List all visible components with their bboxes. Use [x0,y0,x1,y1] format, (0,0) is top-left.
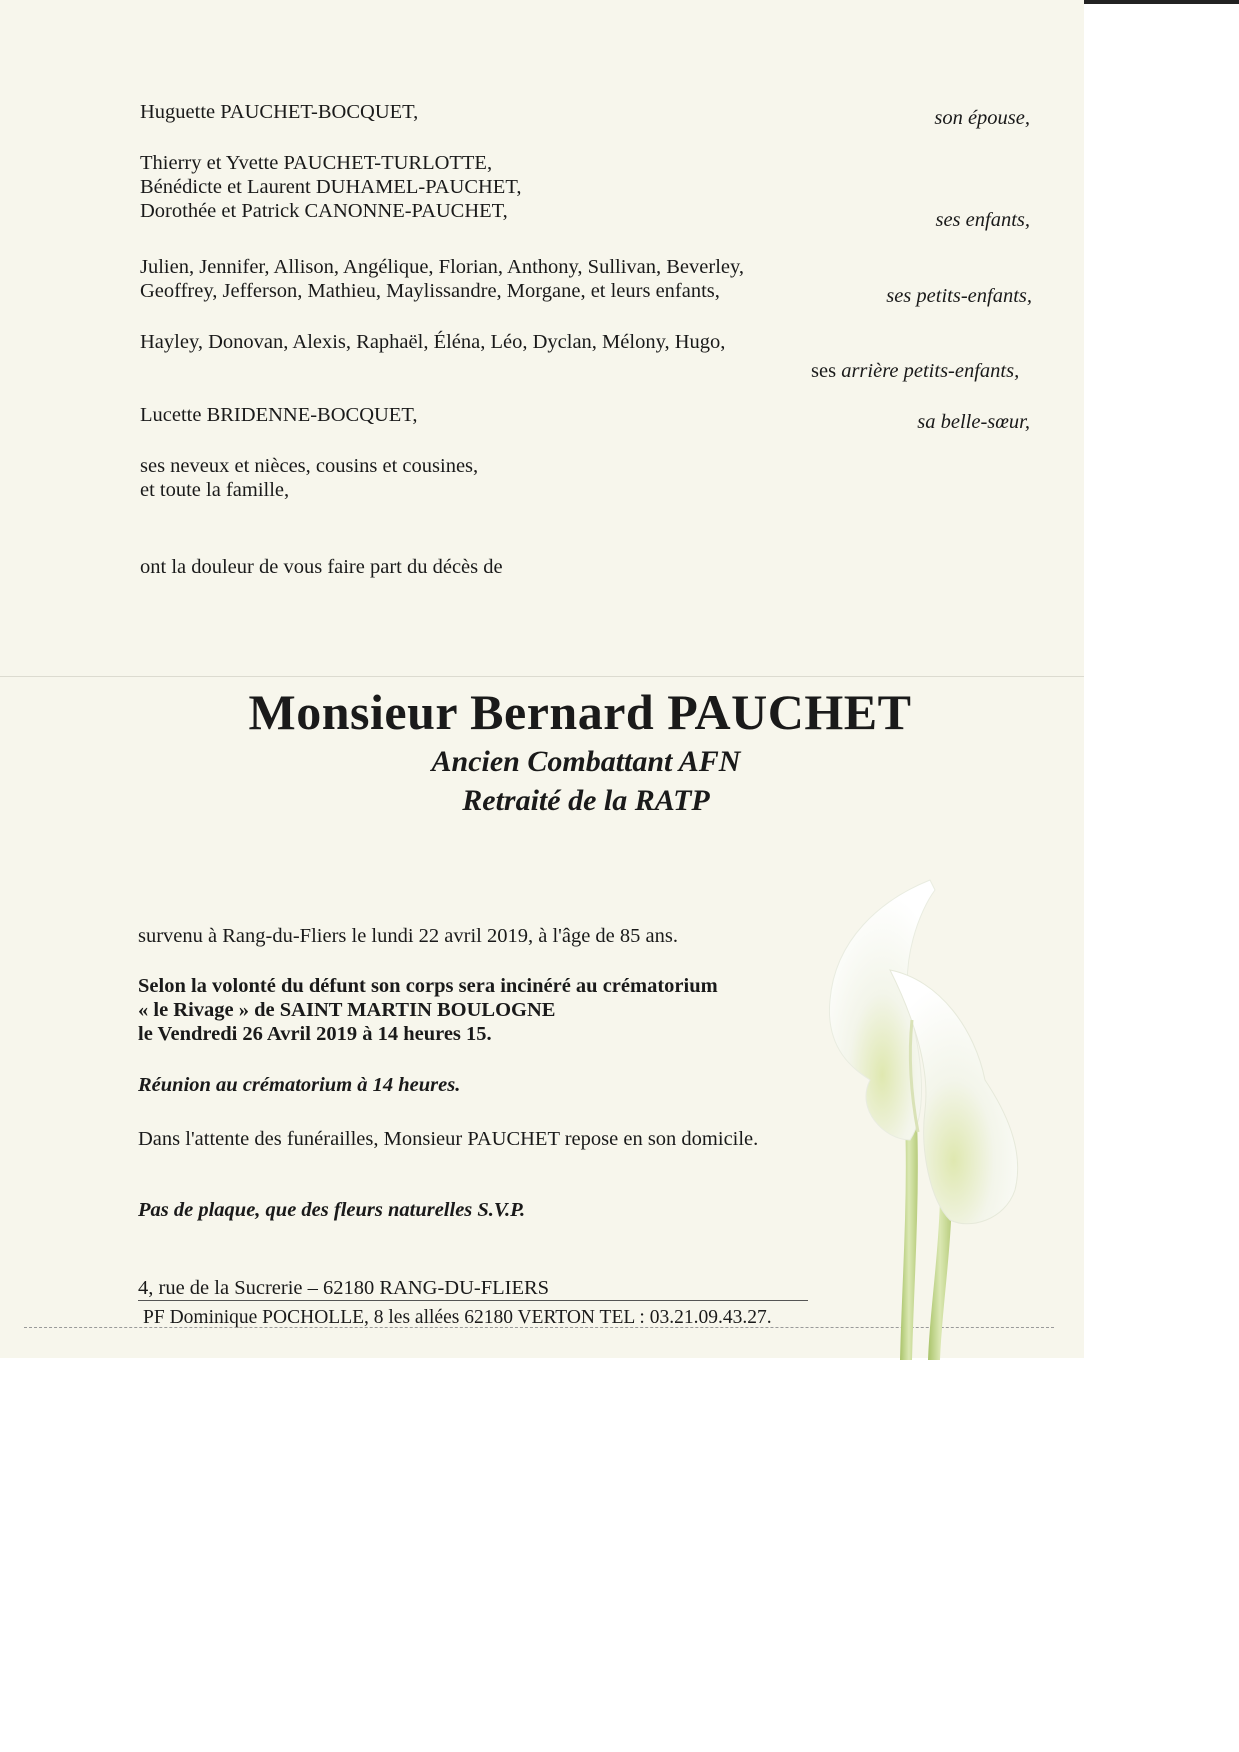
spouse-name: Huguette PAUCHET-BOCQUET, [140,101,419,123]
deceased-title-1: Ancien Combattant AFN [431,745,741,778]
announcement-text: ont la douleur de vous faire part du décès de [140,556,503,578]
grandchildren-role: ses petits-enfants, [886,285,1032,307]
spouse-role: son épouse, [934,107,1030,129]
deceased-name: Monsieur Bernard PAUCHET [248,684,912,740]
grandchildren-line-1: Julien, Jennifer, Allison, Angélique, Florian, Anthony, Sullivan, Beverley, [140,256,745,278]
role-italic: arrière petits-enfants, [841,360,1020,382]
calla-lily-image [800,870,1060,1360]
meeting-note: Réunion au crématorium à 14 heures. [138,1074,461,1096]
great-grandchildren-line: Hayley, Donovan, Alexis, Raphaël, Éléna, Léo, Dyclan, Mélony, Hugo, [140,331,726,353]
sister-in-law-name: Lucette BRIDENNE-BOCQUET, [140,404,418,426]
child-line-1: Thierry et Yvette PAUCHET-TURLOTTE, [140,152,493,174]
rest-note: Dans l'attente des funérailles, Monsieur PAUCHET repose en son domicile. [138,1128,759,1150]
address-underline [138,1300,808,1301]
child-line-2: Bénédicte et Laurent DUHAMEL-PAUCHET, [140,176,522,198]
funeral-home: PF Dominique POCHOLLE, 8 les allées 62180 VERTON TEL : 03.21.09.43.27. [143,1307,772,1328]
fold-line [0,676,1084,677]
scan-edge-line [1084,0,1239,4]
others-line-2: et toute la famille, [140,479,290,501]
children-role: ses enfants, [935,209,1030,231]
grandchildren-line-2: Geoffrey, Jefferson, Mathieu, Maylissandre, Morgane, et leurs enfants, [140,280,720,302]
role-prefix: ses [811,360,837,382]
home-address: 4, rue de la Sucrerie – 62180 RANG-DU-FLIERS [138,1277,550,1299]
death-details: survenu à Rang-du-Fliers le lundi 22 avril 2019, à l'âge de 85 ans. [138,925,678,947]
sister-in-law-role: sa belle-sœur, [917,411,1030,433]
flowers-note: Pas de plaque, que des fleurs naturelles S.V.P. [138,1199,526,1221]
great-grandchildren-role [811,359,1019,383]
cremation-line-1: Selon la volonté du défunt son corps sera incinéré au crématorium [138,975,718,997]
deceased-title-2: Retraité de la RATP [462,784,710,817]
others-line-1: ses neveux et nièces, cousins et cousines, [140,455,479,477]
cremation-line-2: « le Rivage » de SAINT MARTIN BOULOGNE [138,999,556,1021]
child-line-3: Dorothée et Patrick CANONNE-PAUCHET, [140,200,508,222]
cremation-line-3: le Vendredi 26 Avril 2019 à 14 heures 15. [138,1023,492,1045]
